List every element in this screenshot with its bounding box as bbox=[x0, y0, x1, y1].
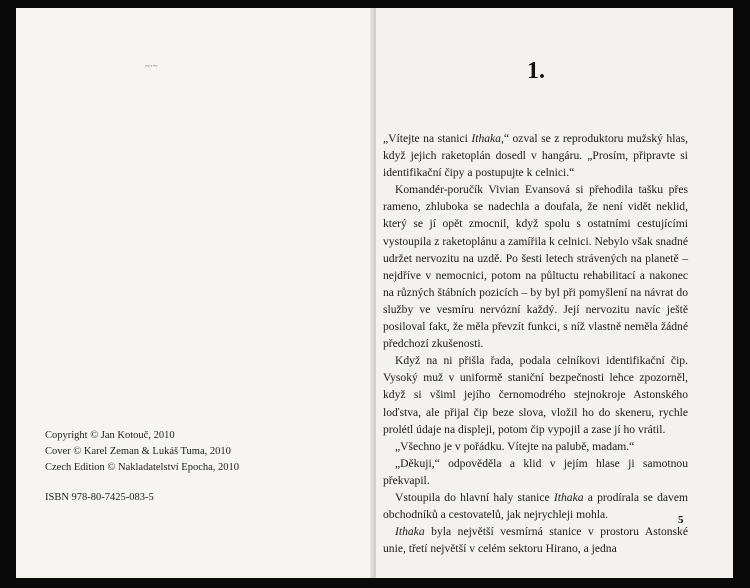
copyright-edition: Czech Edition © Nakladatelství Epocha, 2010 bbox=[45, 462, 240, 473]
chapter-number: 1. bbox=[527, 58, 545, 84]
isbn: ISBN 978-80-7425-083-5 bbox=[45, 492, 154, 503]
paragraph: „Vítejte na stanici Ithaka,“ ozval se z reproduktoru mužský hlas, když jejich raketoplán dosedl v hangáru. „Prosím, připravte si identifikační čipy a postupujte k celnici.“ bbox=[383, 132, 688, 180]
ink-smudge: ~·~ bbox=[145, 61, 158, 71]
body-text bbox=[383, 130, 688, 557]
paragraph: „Děkuji,“ odpověděla a klid v jejím hlase ji samotnou překvapil. bbox=[383, 456, 688, 487]
colophon bbox=[45, 428, 239, 476]
copyright-author: Copyright © Jan Kotouč, 2010 bbox=[45, 430, 175, 441]
page-number: 5 bbox=[678, 514, 684, 526]
paragraph: Vstoupila do hlavní haly stanice Ithaka a prodírala se davem obchodníků a cestovatelů, jak nejrychleji mohla. bbox=[383, 490, 688, 522]
paragraph: Komandér-poručík Vivian Evansová si přehodila tašku přes rameno, zhluboka se nadechla a doufala, že není vidět neklid, který se jí opět zmocnil, když spolu s ostatními cestujícími vystoupila z raketoplánu a zamířila k celnici. Nebylo však snadné udržet nervozitu na uzdě. Po šesti letech strávených na planetě – nejdříve v nemocnici, potom na půltuctu rehabilitací a nakonec na různých štábních pozicích – by byl při pomyšlení na návrat do služby ve vesmíru nervózní každý. Její nervozitu navíc ještě posiloval fakt, že měla převzít funkci, s níž vlastně neměla žádné předchozí zkušenosti. bbox=[383, 183, 688, 351]
paragraph: Ithaka byla největší vesmírná stanice v prostoru Astonské unie, třetí největší v celém sektoru Hirano, a jedna bbox=[383, 525, 688, 556]
paragraph: „Všechno je v pořádku. Vítejte na palubě, madam.“ bbox=[395, 439, 635, 453]
copyright-cover: Cover © Karel Zeman & Lukáš Tuma, 2010 bbox=[45, 446, 231, 457]
paragraph: Když na ni přišla řada, podala celníkovi identifikační čip. Vysoký muž v uniformě staniční bezpečnosti lehce zpozorněl, když si všiml jejího černomodrého stejnokroje Astonského loďstva, ale přijal čip beze slova, vložil ho do skeneru, rychle prolétl údaje na displeji, potom čip vypojil a zase jí ho vrátil. bbox=[383, 354, 688, 436]
